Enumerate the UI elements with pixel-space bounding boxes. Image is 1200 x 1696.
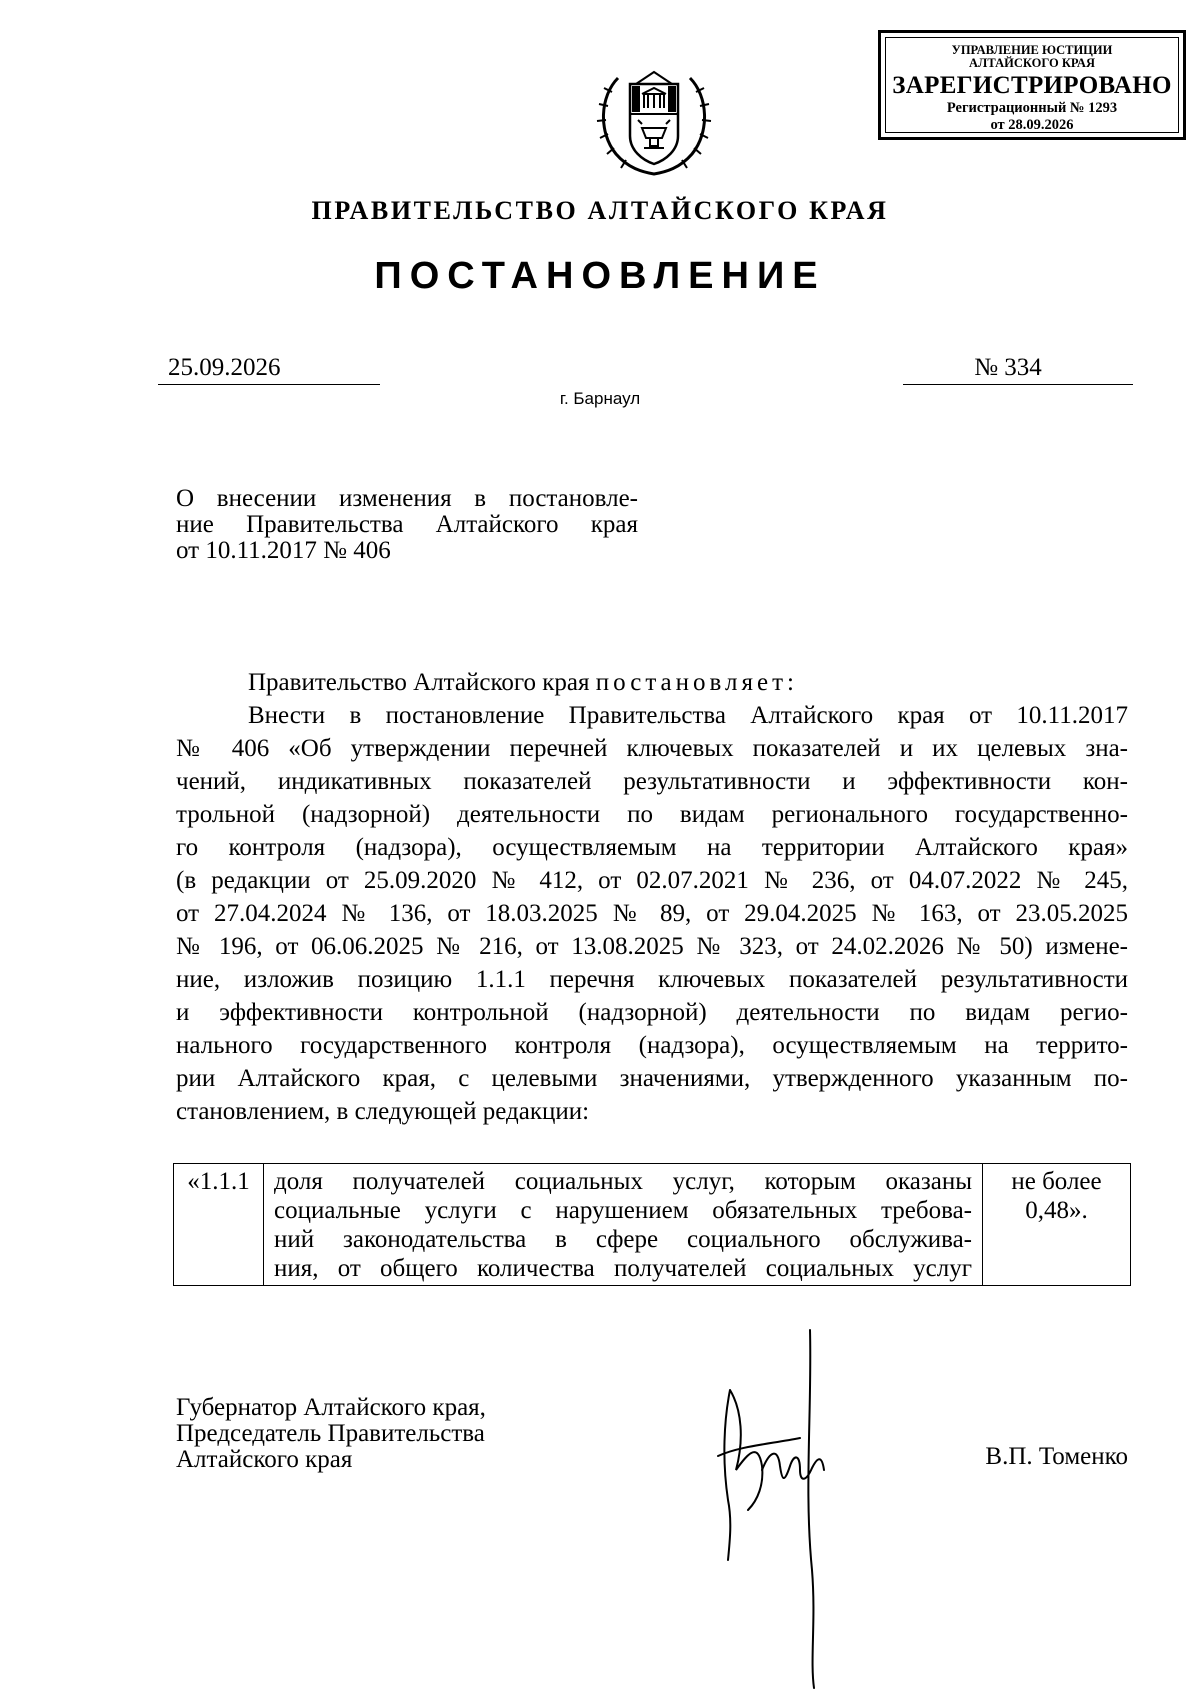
body-line: рии Алтайского края, с целевыми значениями, утвержденного указанным по- xyxy=(176,1065,1128,1092)
signatory-position-line: Алтайского края xyxy=(176,1446,353,1473)
signatory-position-line: Губернатор Алтайского края, xyxy=(176,1394,486,1421)
indicator-code-cell: «1.1.1 xyxy=(174,1164,264,1286)
indicator-description-line: социальные услуги с нарушением обязательных требова- xyxy=(274,1197,972,1224)
stamp-registration-date: от 28.09.2026 xyxy=(990,117,1074,133)
stamp-organization xyxy=(886,44,1178,70)
signatory-position xyxy=(176,1395,486,1473)
body-line: и эффективности контрольной (надзорной) деятельности по видам регио- xyxy=(176,999,1128,1026)
document-type-title: ПОСТАНОВЛЕНИЕ xyxy=(374,255,826,297)
body-intro-verb: постановляет: xyxy=(595,669,798,696)
indicator-value-cell xyxy=(983,1164,1131,1286)
indicator-description-line: доля получателей социальных услуг, которым оказаны xyxy=(274,1168,972,1195)
stamp-org-line-2: АЛТАЙСКОГО КРАЯ xyxy=(969,56,1095,70)
indicator-description-line: ния, от общего количества получателей социальных услуг xyxy=(274,1255,972,1282)
body-line: трольной (надзорной) деятельности по видам регионального государственно- xyxy=(176,801,1128,828)
body-line: чений, индикативных показателей результативности и эффективности кон- xyxy=(176,768,1128,795)
handwritten-signature-icon xyxy=(700,1270,860,1690)
body-line: нального государственного контроля (надзора), осуществляемым на террито- xyxy=(176,1032,1128,1059)
decree-city: г. Барнаул xyxy=(559,389,641,408)
indicator-value-line-1: не более xyxy=(1011,1168,1102,1195)
signatory-position-line: Председатель Правительства xyxy=(176,1420,485,1447)
body-line: от 27.04.2024 № 136, от 18.03.2025 № 89, от 29.04.2025 № 163, от 23.05.2025 xyxy=(176,900,1128,927)
decree-number: № 334 xyxy=(903,352,1133,385)
subject-line: О внесении изменения в постановле- xyxy=(176,485,638,512)
registration-stamp xyxy=(878,30,1186,140)
body-intro-prefix: Правительство Алтайского края xyxy=(248,669,596,696)
body-line: ние, изложив позицию 1.1.1 перечня ключевых показателей результативности xyxy=(176,966,1128,993)
indicator-table xyxy=(173,1163,1131,1286)
body-line: (в редакции от 25.09.2020 № 412, от 02.07.2021 № 236, от 04.07.2022 № 245, xyxy=(176,867,1128,894)
table-row xyxy=(174,1164,1131,1286)
body-line: становлением, в следующей редакции: xyxy=(176,1098,590,1125)
stamp-registration-number: Регистрационный № 1293 xyxy=(946,100,1118,116)
indicator-value-line-2: 0,48». xyxy=(1025,1197,1088,1224)
body-line: № 196, от 06.06.2025 № 216, от 13.08.2025 № 323, от 24.02.2026 № 50) измене- xyxy=(176,933,1128,960)
stamp-inner-frame xyxy=(885,37,1179,133)
body-line: Внести в постановление Правительства Алтайского края от 10.11.2017 xyxy=(248,702,1128,729)
decree-date: 25.09.2026 xyxy=(158,352,380,385)
stamp-org-line-1: УПРАВЛЕНИЕ ЮСТИЦИИ xyxy=(951,43,1113,57)
decree-subject xyxy=(176,486,638,564)
subject-line: ние Правительства Алтайского края xyxy=(176,511,638,538)
indicator-description-line: ний законодательства в сфере социального обслужива- xyxy=(274,1226,972,1253)
body-line: № 406 «Об утверждении перечней ключевых показателей и их целевых зна- xyxy=(176,735,1128,762)
stamp-title: ЗАРЕГИСТРИРОВАНО xyxy=(892,72,1172,99)
coat-of-arms-icon xyxy=(592,62,716,178)
body-line: го контроля (надзора), осуществляемым на территории Алтайского края» xyxy=(176,834,1128,861)
subject-line: от 10.11.2017 № 406 xyxy=(176,537,391,564)
decree-body xyxy=(176,666,1128,1128)
signatory-name: В.П. Томенко xyxy=(985,1443,1128,1470)
indicator-description-cell xyxy=(264,1164,983,1286)
government-title: ПРАВИТЕЛЬСТВО АЛТАЙСКОГО КРАЯ xyxy=(311,196,889,225)
body-intro xyxy=(176,666,1128,699)
